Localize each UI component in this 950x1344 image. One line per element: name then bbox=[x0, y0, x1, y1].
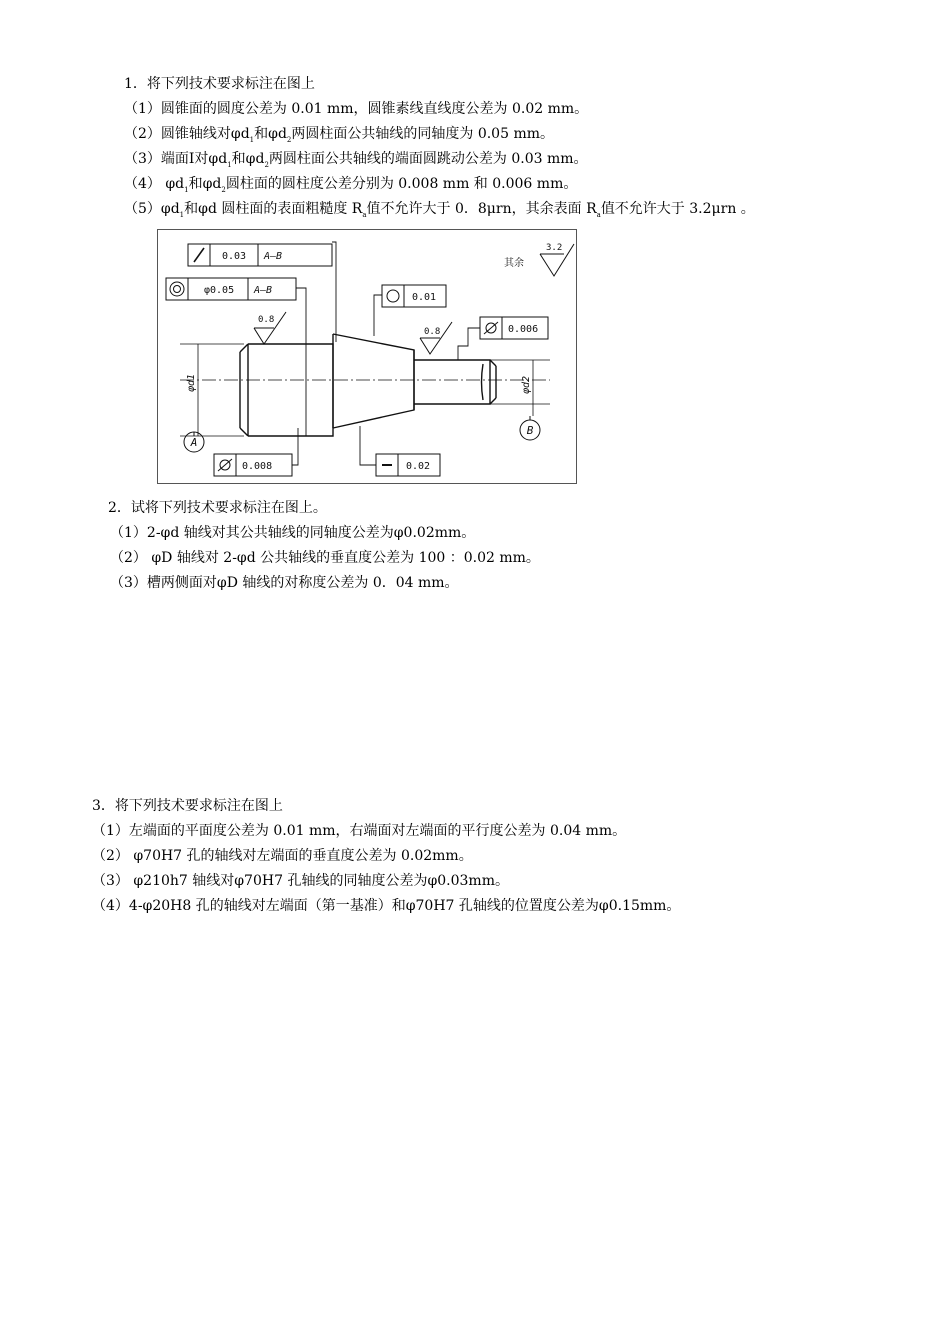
q1-title: 1．将下列技术要求标注在图上 bbox=[124, 76, 315, 92]
q2-title: 2．试将下列技术要求标注在图上。 bbox=[108, 500, 327, 516]
straightness-value: 0.02 bbox=[406, 461, 431, 472]
coax-value: φ0.05 bbox=[204, 285, 235, 296]
q3-item-4: （4）4-φ20H8 孔的轴线对左端面（第一基准）和φ70H7 孔轴线的位置度公差为φ0.15mm。 bbox=[92, 898, 681, 914]
cyl-value-left: 0.008 bbox=[242, 461, 273, 472]
datum-b-label: B bbox=[526, 424, 534, 437]
roundness-value: 0.01 bbox=[412, 292, 437, 303]
roughness-value-rest: 3.2 bbox=[546, 243, 563, 253]
q3-item-2: （2） φ70H7 孔的轴线对左端面的垂直度公差为 0.02mm。 bbox=[92, 848, 473, 864]
q2-item-2: （2） φD 轴线对 2-φd 公共轴线的垂直度公差为 100 ：0.02 mm。 bbox=[110, 550, 540, 566]
shaft-drawing bbox=[157, 229, 577, 484]
q1-item-1: （1）圆锥面的圆度公差为 0.01 mm，圆锥素线直线度公差为 0.02 mm。 bbox=[124, 101, 589, 117]
q1-item-2: （2）圆锥轴线对$\varphi d_1$和$\varphi d_2$两圆柱面公共轴线的同轴度为 0.05 mm。 bbox=[124, 126, 554, 144]
q1-item-5: $(5)\varphi d_1$和φd 圆柱面的表面粗糙度 $R_a$值不允许大于 0．8μrn，其余表面 $R_a$值不允许大于 3.2μrn 。 bbox=[124, 201, 755, 219]
runout-datum: A—B bbox=[264, 251, 283, 262]
rest-label: 其余 bbox=[504, 258, 524, 269]
cyl-value-right: 0.006 bbox=[508, 324, 539, 335]
coax-datum: A—B bbox=[254, 285, 273, 296]
roughness-value-1: 0.8 bbox=[258, 315, 275, 325]
q3-item-3: （3） φ210h7 轴线对φ70H7 孔轴线的同轴度公差为φ0.03mm。 bbox=[92, 873, 509, 889]
runout-frame bbox=[188, 244, 332, 266]
dim-label-d2: φd2 bbox=[521, 375, 532, 394]
q3-item-1: （1）左端面的平面度公差为 0.01 mm，右端面对左端面的平行度公差为 0.04 mm。 bbox=[92, 823, 627, 839]
q1-item-3: （3）端面Ⅰ对$\varphi d_1$和$\varphi d_2$两圆柱面公共轴线的端面圆跳动公差为 0.03 mm。 bbox=[124, 151, 588, 169]
dim-label-d1: φd1 bbox=[186, 373, 197, 392]
q2-item-3: （3）槽两侧面对φD 轴线的对称度公差为 0．04 mm。 bbox=[110, 575, 459, 591]
q3-title: 3．将下列技术要求标注在图上 bbox=[92, 798, 283, 814]
q1-item-4: （4） $\varphi d_1$和$\varphi d_2$圆柱面的圆柱度公差分别为 0.008 mm 和 0.006 mm。 bbox=[124, 176, 578, 194]
datum-a-label: A bbox=[190, 436, 198, 449]
runout-value: 0.03 bbox=[222, 251, 247, 262]
roughness-value-2: 0.8 bbox=[424, 327, 441, 337]
q2-item-1: （1）2-φd 轴线对其公共轴线的同轴度公差为φ0.02mm。 bbox=[110, 525, 476, 541]
